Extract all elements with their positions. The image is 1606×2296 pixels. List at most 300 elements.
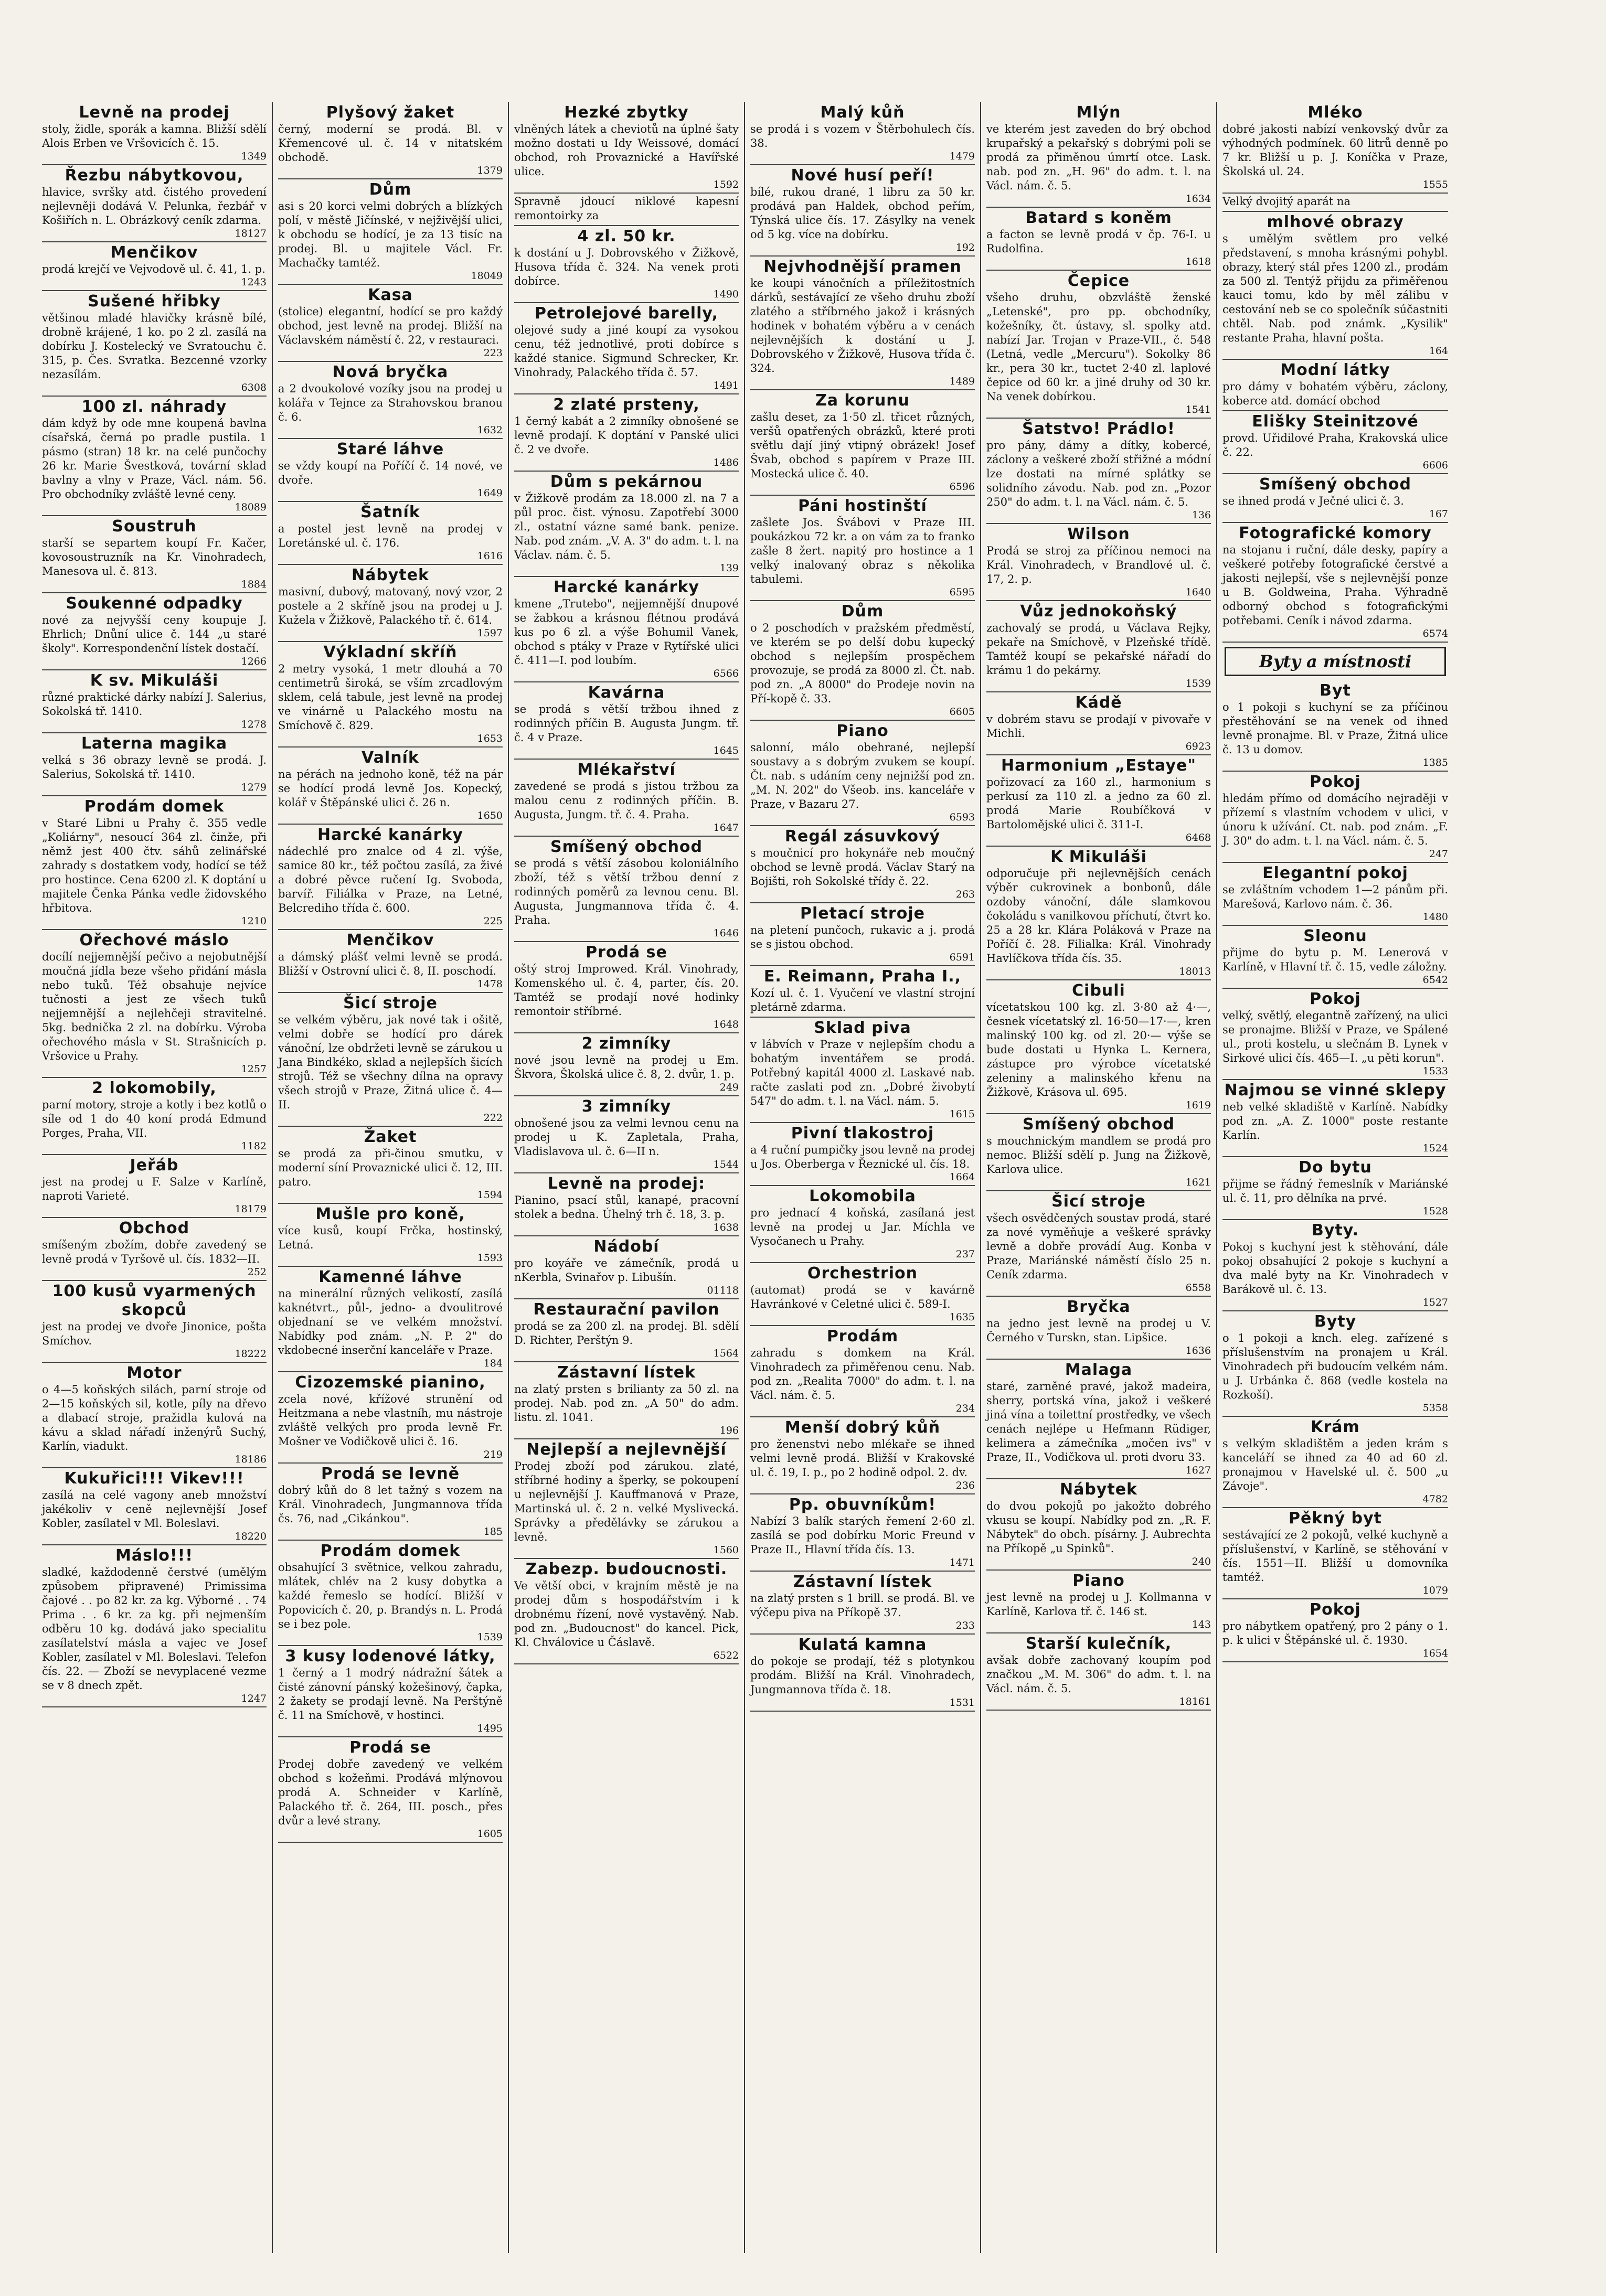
ad-body: pro ženenstvi nebo mlékaře se ihned velmi levně prodá. Bližší v Krakovské ul. č. 19, I. p., po 2 hodině odpol. 2. dv. bbox=[750, 1438, 975, 1479]
ad-number: 1635 bbox=[949, 1311, 975, 1323]
classified-ad bbox=[278, 1204, 503, 1267]
ad-number: 1646 bbox=[713, 927, 739, 939]
ad-title: Smíšený obchod bbox=[1022, 1115, 1175, 1134]
ad-body: ke koupi vánočních a příležitostních dárků, sestávající ze všeho druhu zboží zlatého a stříbrného jakož i krásných hodinek v bohatém výběru a v cenách nejlevnějších k dostání u J. Dobrovského v Žižkově, Husova třída č. 324. bbox=[750, 277, 975, 375]
ad-number: 1479 bbox=[949, 151, 975, 162]
classified-ad bbox=[1222, 474, 1448, 523]
ad-title: Staré láhve bbox=[336, 440, 444, 458]
classified-ad bbox=[986, 601, 1211, 692]
ad-number: 236 bbox=[955, 1480, 975, 1491]
classified-ad bbox=[750, 1635, 975, 1712]
ad-body: 1 černý a 1 modrý nádražní šátek a čisté zánovní pánský kožešinový, čapka, 2 žakety se prodají levně. Na Perštýně č. 11 na Smíchově, v hostinci. bbox=[278, 1667, 503, 1722]
ad-title: Soustruh bbox=[112, 517, 197, 536]
ad-title: Mléko bbox=[1307, 103, 1363, 122]
ad-number: 6542 bbox=[1422, 974, 1448, 986]
ad-number: 1592 bbox=[713, 179, 739, 190]
ad-body: se ihned prodá v Ječné ulici č. 3. bbox=[1222, 495, 1404, 507]
classified-ad bbox=[750, 903, 975, 966]
ad-title: Menší dobrý kůň bbox=[784, 1418, 941, 1437]
ad-body: starší se separtem koupí Fr. Kačer, kovosoustruzník na Kr. Vinohradech, Manesova ul. č. 813. bbox=[42, 537, 267, 578]
classified-ad bbox=[986, 419, 1211, 524]
ad-number: 136 bbox=[1192, 509, 1211, 521]
ad-body: Prodej zboží pod zárukou. zlaté, stříbrné hodiny a šperky, se pokoupení u nejlevnější J. Kauffmanová v Praze, Martinská ul. č. 2 n. velké Myslivecká. Správky a předělávky se zárukou a levně. bbox=[514, 1460, 739, 1543]
classified-ad bbox=[1222, 523, 1448, 643]
classified-ad bbox=[514, 577, 739, 682]
ad-number: 1594 bbox=[477, 1189, 503, 1201]
ad-title: Pěkný byt bbox=[1288, 1509, 1382, 1528]
classified-ad bbox=[1222, 1157, 1448, 1220]
classified-ad bbox=[750, 1572, 975, 1635]
ad-body: Prodej dobře zavedený ve velkém obchod s kožeňmi. Prodává mlýnovou prodá A. Schneider v Karlíně, Palackého tř. č. 264, III. posch., přes dvůr a levé strany. bbox=[278, 1758, 503, 1827]
ad-body: (stolice) elegantní, hodící se pro každý obchod, jest levně na prodej. Bližší na Václavském náměstí č. 22, v restauraci. bbox=[278, 305, 503, 346]
ad-title: Motor bbox=[126, 1364, 182, 1382]
ad-body: nové za nejvyšší ceny koupuje J. Ehrlich; Dnůní ulice č. 144 „u staré školy". Korrespondenční lístek dostačí. bbox=[42, 614, 267, 655]
ad-body: (automat) prodá se v kavárně Havránkové v Celetné ulici č. 589-I. bbox=[750, 1284, 975, 1310]
classified-ad bbox=[1222, 772, 1448, 863]
ad-title: Sleonu bbox=[1303, 927, 1367, 945]
ad-number: 6522 bbox=[713, 1650, 739, 1661]
ad-number: 185 bbox=[483, 1526, 503, 1537]
classified-ad bbox=[42, 516, 267, 593]
ad-title: 4 zl. 50 kr. bbox=[577, 227, 676, 245]
ad-number: 249 bbox=[719, 1082, 739, 1093]
ad-body: zavedené se prodá s jistou tržbou za malou cenu z rodinných příčin. B. Augusta, Jungm. tř. č. 4. Praha. bbox=[514, 780, 739, 821]
classified-ad bbox=[514, 102, 739, 194]
classified-ad bbox=[42, 1468, 267, 1545]
classified-ad bbox=[42, 397, 267, 516]
classified-ad bbox=[514, 682, 739, 760]
classified-ad bbox=[986, 524, 1211, 601]
classified-ad bbox=[986, 1479, 1211, 1571]
ad-title: Smíšený obchod bbox=[550, 838, 703, 856]
ad-body: bílé, rukou drané, 1 libru za 50 kr. prodává pan Haldek, obchod peřím, Týnská ulice čís. 17. Zásylky na venek od 5 kg. více na dobírku. bbox=[750, 186, 975, 241]
ad-title: Čepice bbox=[1067, 272, 1130, 290]
ad-title: Prodá se bbox=[349, 1738, 431, 1757]
ad-number: 1649 bbox=[477, 487, 503, 499]
classified-ad bbox=[750, 1263, 975, 1326]
classified-ad bbox=[750, 1186, 975, 1263]
ad-number: 1495 bbox=[477, 1723, 503, 1734]
ad-title: Nové husí peří! bbox=[791, 166, 934, 185]
ad-number: 1527 bbox=[1422, 1297, 1448, 1308]
ad-number: 1884 bbox=[241, 579, 267, 590]
ad-body: na pérách na jednoho koně, též na pár se hodící prodá levně Jos. Kopecký, kolář v Štěpánské ulici č. 26 n. bbox=[278, 768, 503, 809]
classified-ad bbox=[986, 1191, 1211, 1297]
ad-body: dobrý kůň do 8 let tažný s vozem na Král. Vinohradech, Jungmannova třída čs. 76, nad „Cikánkou". bbox=[278, 1484, 503, 1525]
ad-number: 6308 bbox=[241, 382, 267, 393]
ad-column bbox=[745, 102, 981, 2253]
ad-title: Starší kulečník, bbox=[1025, 1635, 1172, 1653]
ad-number: 1664 bbox=[949, 1171, 975, 1183]
classified-ad bbox=[278, 747, 503, 825]
ad-body: vícetatskou 100 kg. zl. 3·80 až 4·—, česnek vícetatský zl. 16·50—17·—, kren malinský 100 kg. od zl. 20·— výše se bude dostati u Hynka L. Kernera, zástupce pro výrobce vícetatské zeleniny a malinského křenu na Žižkově, Krásova ul. 695. bbox=[986, 1001, 1211, 1098]
ad-number: 1634 bbox=[1185, 193, 1211, 205]
ad-number: 6595 bbox=[949, 586, 975, 598]
ad-body: většinou mladé hlavičky krásně bílé, drobně krájené, 1 ko. po 2 zl. zasílá na dobírku J. Kostelecký ve Svratouchu č. 315, p. Čes. Svratka. Bezcenné vzorky nezasílám. bbox=[42, 312, 267, 381]
ad-title: Zástavní lístek bbox=[793, 1573, 932, 1591]
classified-ad bbox=[514, 1096, 739, 1173]
ad-number: 1533 bbox=[1422, 1065, 1448, 1077]
classified-ad bbox=[986, 847, 1211, 980]
ad-body: jest na prodej ve dvoře Jinonice, pošta Smíchov. bbox=[42, 1320, 267, 1347]
ad-number: 263 bbox=[955, 889, 975, 900]
ad-body: pro jednací 4 koňská, zasílaná jest levně na prodej u Jar. Míchla ve Vysočanech u Prahy. bbox=[750, 1206, 975, 1247]
ad-number: 1490 bbox=[713, 289, 739, 300]
ad-title: Restaurační pavilon bbox=[533, 1300, 720, 1319]
ad-title: Šatník bbox=[360, 503, 420, 521]
ad-title: Prodám domek bbox=[320, 1542, 461, 1560]
ad-number: 6468 bbox=[1185, 832, 1211, 843]
ad-title: Šicí stroje bbox=[343, 994, 438, 1012]
classified-ad bbox=[1222, 989, 1448, 1080]
ad-body: černý, moderní se prodá. Bl. v Křemencové ul. č. 14 v nitatském obchodě. bbox=[278, 123, 503, 164]
classified-ad bbox=[42, 1155, 267, 1218]
ad-body: s mouchnickým mandlem se prodá pro nemoc. Bližší sdělí p. Jung na Žižkově, Karlova ulice. bbox=[986, 1135, 1211, 1176]
classified-ad bbox=[750, 601, 975, 721]
classified-ad bbox=[514, 1439, 739, 1559]
ad-body: všeho druhu, obzvláště ženské „Letenské", pro pp. obchodníky, kožešníky, čt. ústavy, sl. spolky atd. nabízí Jar. Trojan v Praze-VII., č. 548 (Letná, vedle „Mercuru"). Sokolky 86 kr., pera 30 kr., tuctet 2·40 zl. laplové čepice od 60 kr. a jiné druhy od 30 kr. Na venek dobírkou. bbox=[986, 291, 1211, 403]
ad-number: 1541 bbox=[1185, 404, 1211, 415]
classified-ad bbox=[1222, 1220, 1448, 1311]
ad-title: Modní látky bbox=[1280, 361, 1390, 379]
ad-title: Nová bryčka bbox=[332, 363, 449, 381]
classified-ad bbox=[986, 692, 1211, 755]
classified-ad bbox=[42, 593, 267, 670]
classified-ad bbox=[750, 1123, 975, 1186]
ad-title: Šicí stroje bbox=[1051, 1192, 1146, 1211]
ad-body: jest na prodej u F. Salze v Karlíně, naproti Varieté. bbox=[42, 1176, 267, 1202]
ad-body: pro koyáře ve zámečník, prodá u nKerbla, Svinařov p. Libušín. bbox=[514, 1257, 739, 1284]
classified-ad bbox=[986, 1297, 1211, 1360]
ad-number: 1243 bbox=[241, 276, 267, 288]
ad-title: Kavárna bbox=[588, 684, 665, 702]
ad-body: zachovalý se prodá, u Václava Rejky, pekaře na Smíchově, v Plzeňské třídě. Tamtéž koupí se pekařské nářadí do krámu 1 do pekárny. bbox=[986, 622, 1211, 677]
ad-body: ve kterém jest zaveden do brý obchod krupařský a pekařský s dobrými poli se prodá za přiměnou úmrtí otce. Lask. nab. pod zn. „H. 96" do adm. t. l. na Václ. nám. č. 5. bbox=[986, 123, 1211, 192]
ad-body: hledám přímo od domácího nejraději v přízemí s vlastním vchodem v ulici, v únoru k užívání. Ct. nab. pod znám. „F. J. 30" do adm. t. l. na Václ. nám. č. 5. bbox=[1222, 792, 1448, 847]
ad-body: s umělým světlem pro velké představení, s mnoha krásnými pohybl. obrazy, který stál přes 1200 zl., prodám za 500 zl. Tentýž přijdu za přiměřenou kauci tomu, kdo by měl zálibu v cestování neb se co společník súčastniti chtěl. Nab. pod známk. „Kysilik" restante Praha, hlavní pošta. bbox=[1222, 232, 1448, 344]
ad-title: Harcké kanárky bbox=[317, 826, 463, 844]
ad-body: s moučnicí pro hokynáře neb moučný obchod se levně prodá. Václav Starý na Bojišti, roh Sokolské třídy č. 22. bbox=[750, 847, 975, 888]
ad-number: 223 bbox=[483, 347, 503, 359]
ad-number: 247 bbox=[1429, 848, 1448, 860]
ad-title: Bryčka bbox=[1067, 1298, 1131, 1316]
classified-ad bbox=[750, 966, 975, 1018]
classified-ad bbox=[750, 1494, 975, 1572]
ad-title: Malaga bbox=[1065, 1361, 1133, 1379]
ad-number: 1619 bbox=[1185, 1099, 1211, 1111]
ad-body: Pokoj s kuchyní jest k stěhování, dále pokoj obsahující 2 pokoje s kuchyní a dva malé byty na Kr. Vinohradech v Barákově ul. č. 13. bbox=[1222, 1241, 1448, 1296]
classified-ad bbox=[42, 733, 267, 796]
ad-number: 1653 bbox=[477, 733, 503, 744]
ad-number: 1636 bbox=[1185, 1345, 1211, 1357]
ad-body: různé praktické dárky nabízí J. Salerius, Sokolská tř. 1410. bbox=[42, 691, 267, 718]
ad-number: 6566 bbox=[713, 668, 739, 679]
ad-number: 1379 bbox=[477, 165, 503, 176]
ad-number: 219 bbox=[483, 1449, 503, 1460]
ad-title: Byty. bbox=[1312, 1221, 1359, 1240]
classified-ad bbox=[986, 102, 1211, 208]
classified-ad bbox=[1222, 680, 1448, 772]
ad-body: velký, světlý, elegantně zařízený, na ulici se pronajme. Bližší v Praze, ve Spálené ul., proti kostelu, u slečnám B. Lynek v Sirkové ulici čís. 465—I. „u pěti korun". bbox=[1222, 1009, 1448, 1064]
ad-body: masivní, dubový, matovaný, nový vzor, 2 postele a 2 skříně jsou na prodej u J. Kužela v Žižkově, Palackého tř. č. 614. bbox=[278, 585, 503, 626]
ad-title: Pokoj bbox=[1310, 1600, 1361, 1619]
ad-body: na jedno jest levně na prodej u V. Černého v Turskn, stan. Lipšice. bbox=[986, 1317, 1211, 1344]
classified-ad bbox=[1222, 863, 1448, 926]
ad-body: smíšeným zbožím, dobře zavedený se levně prodá v Tyršově ul. čís. 1832—II. bbox=[42, 1238, 267, 1265]
classified-ad bbox=[42, 242, 267, 291]
ad-number: 1278 bbox=[241, 719, 267, 730]
ad-body: dobré jakosti nabízí venkovský dvůr za výhodných podmínek. 60 litrů denně po 7 kr. Bližší u p. J. Koníčka v Praze, Školská ul. 24. bbox=[1222, 123, 1448, 178]
ad-title: Cizozemské pianino, bbox=[295, 1373, 486, 1392]
ad-number: 1654 bbox=[1422, 1648, 1448, 1659]
ad-number: 6558 bbox=[1185, 1282, 1211, 1294]
ad-title: Kukuřici!!! Vikev!!! bbox=[64, 1469, 244, 1488]
ad-body: k dostání u J. Dobrovského v Žižkově, Husova třída č. 324. Na venek proti dobírce. bbox=[514, 247, 739, 287]
classified-ad bbox=[42, 291, 267, 397]
ad-body: o 2 poschodích v pražském předměstí, ve kterém se po delší dobu kupecký obchod s nejlepším prospěchem provozuje, se prodá za 8000 zl. Čt. nab. pod zn. „A 8000" do Prodeje novin na Pří-kopě č. 33. bbox=[750, 622, 975, 705]
ad-body: s velkým skladištěm a jeden krám s kanceláří se ihned za 40 ad 60 zl. pronajmou v Havelské ul. č. 500 „u Závoje". bbox=[1222, 1437, 1448, 1492]
newspaper-classifieds-page bbox=[37, 102, 1453, 2253]
ad-body: vlněných látek a cheviotů na úplné šaty možno dostati u Idy Weissové, domácí obchod, roh Provaznické a Havířské ulice. bbox=[514, 123, 739, 178]
ad-title: Najmou se vinné sklepy bbox=[1224, 1081, 1447, 1099]
ad-body: asi s 20 korci velmi dobrých a blízkých polí, v městě Jičínské, v nejživější ulici, k obchodu se hodící, je za 13 tisíc na prodej. Bl. u majitele Václ. Fr. Machačky tamtéž. bbox=[278, 200, 503, 269]
classified-ad bbox=[1222, 1080, 1448, 1157]
ad-title: Kádě bbox=[1075, 693, 1122, 712]
ad-title: Byt bbox=[1320, 681, 1351, 700]
ad-title: Levně na prodej: bbox=[547, 1174, 706, 1193]
ad-number: 01118 bbox=[707, 1285, 739, 1296]
ad-number: 6574 bbox=[1422, 628, 1448, 639]
ad-title: Výkladní skříň bbox=[323, 643, 458, 661]
ad-title: Obchod bbox=[119, 1219, 190, 1237]
ad-body: a facton se levně prodá v čp. 76-I. u Rudolfina. bbox=[986, 228, 1211, 255]
classified-ad bbox=[1222, 411, 1448, 474]
ad-number: 1266 bbox=[241, 656, 267, 667]
classified-ad bbox=[1222, 360, 1448, 411]
classified-ad bbox=[986, 1360, 1211, 1479]
ad-title: Orchestrion bbox=[807, 1264, 918, 1283]
ad-body: Nabízí 3 balík starých řemení 2·60 zl. zasílá se pod dobírku Moric Freund v Praze II., Hlavní třída čís. 13. bbox=[750, 1515, 975, 1556]
classified-ad bbox=[750, 721, 975, 826]
ad-number: 164 bbox=[1429, 345, 1448, 357]
ad-number: 18179 bbox=[235, 1203, 267, 1215]
ad-body: docílí nejjemnější pečivo a nejobutnější moučná jídla beze všeho přidání másla nebo tuků. Též obsahuje nejvíce tučnosti a jest ze všech tuků nejjemnější a nejlehčeji stravitelné. 5kg. bednička 2 zl. na dobírku. Výroba ořechového másla v St. Strašnicích p. Vršovice u Prahy. bbox=[42, 951, 267, 1062]
ad-number: 1528 bbox=[1422, 1205, 1448, 1217]
ad-number: 6591 bbox=[949, 952, 975, 963]
classified-ad bbox=[750, 1018, 975, 1123]
ad-body: parní motory, stroje a kotly i bez kotlů o síle od 1 do 40 koní prodá Edmund Porges, Praha, VII. bbox=[42, 1098, 267, 1139]
ad-body: nové jsou levně na prodej u Em. Škvora, Školská ulice č. 8, 2. dvůr, 1. p. bbox=[514, 1054, 739, 1081]
ad-title: Sklad piva bbox=[814, 1019, 911, 1037]
ad-body: a 2 dvoukolové vozíky jsou na prodej u kolářa v Tejnce za Strahovskou branou č. 6. bbox=[278, 382, 503, 423]
ad-title: Do bytu bbox=[1299, 1158, 1372, 1177]
classified-ad bbox=[42, 1218, 267, 1281]
ad-number: 6596 bbox=[949, 481, 975, 493]
ad-title: Nábytek bbox=[1059, 1480, 1138, 1499]
ad-number: 1648 bbox=[713, 1019, 739, 1030]
classified-ad bbox=[514, 394, 739, 472]
ad-number: 184 bbox=[483, 1358, 503, 1369]
ad-body: prodá se za 200 zl. na prodej. Bl. sdělí D. Richter, Perštýn 9. bbox=[514, 1320, 739, 1347]
ad-body: všech osvědčených soustav prodá, staré za nové vyměňuje a veškeré správky levně a dobře provádí Aug. Konba v Praze, Mariánské náměstí číslo 25 n. Ceník zdarma. bbox=[986, 1212, 1211, 1281]
classified-ad bbox=[986, 1633, 1211, 1711]
classified-ad bbox=[278, 825, 503, 930]
classified-ad bbox=[278, 102, 503, 179]
classified-ad bbox=[42, 1545, 267, 1707]
ad-title: Řezbu nábytkovou, bbox=[65, 166, 244, 185]
ad-title: Pokoj bbox=[1310, 990, 1361, 1008]
classified-ad bbox=[278, 179, 503, 285]
ad-number: 234 bbox=[955, 1403, 975, 1414]
ad-body: se prodá i s vozem v Štěrbohulech čís. 38. bbox=[750, 123, 975, 149]
ad-title: Laterna magika bbox=[81, 734, 228, 753]
ad-body: na zlatý prsten s 1 brill. se prodá. Bl. ve výčepu piva na Příkopě 37. bbox=[750, 1592, 975, 1619]
classified-ad bbox=[750, 165, 975, 257]
ad-title: Menčikov bbox=[110, 243, 198, 262]
ad-number: 1647 bbox=[713, 822, 739, 834]
classified-ad bbox=[750, 826, 975, 903]
ad-number: 225 bbox=[483, 915, 503, 927]
ad-body: Pianino, psací stůl, kanapé, pracovní stolek a bedna. Úhelný trh č. 18, 3. p. bbox=[514, 1194, 739, 1221]
ad-body: sestávající ze 2 pokojů, velké kuchyně a příslušenství, v Karlíně, se stěhování v čís. 1551—II. Bližší u domovníka tamtéž. bbox=[1222, 1529, 1448, 1584]
ad-body: stoly, židle, sporák a kamna. Bližší sdělí Alois Erben ve Vršovicích č. 15. bbox=[42, 123, 267, 149]
ad-title: Wilson bbox=[1067, 525, 1130, 543]
classified-ad bbox=[750, 1326, 975, 1417]
ad-body: v Staré Libni u Prahy č. 355 vedle „Koliárny", nesoucí 364 zl. činže, při němž jest 400 čtv. sáhů zelinářské zahrady s dostatkem vody, hodící se též pro hostince. Cena 6200 zl. K doptání u majitele Čenka Pánka vedle židovského hřbitova. bbox=[42, 817, 267, 914]
ad-body: na zlatý prsten s brilianty za 50 zl. na prodej. Nab. pod zn. „A 50" do adm. listu. zl. 1041. bbox=[514, 1383, 739, 1424]
ad-title: Harcké kanárky bbox=[554, 578, 699, 596]
ad-number: 1615 bbox=[949, 1108, 975, 1120]
ad-title: 3 zimníky bbox=[581, 1097, 672, 1116]
classified-ad bbox=[986, 755, 1211, 847]
ad-title: Šatstvo! Prádlo! bbox=[1022, 420, 1175, 438]
ad-number: 143 bbox=[1192, 1619, 1211, 1630]
ad-title: Sušené hřibky bbox=[88, 292, 221, 311]
ad-body: o 1 pokoji a knch. eleg. zařízené s příslušenstvím na pronajem u Král. Vinohradech při budoucím velkém nám. u J. Urbánka č. 868 (vedle kostela na Rozkoší). bbox=[1222, 1332, 1448, 1401]
classified-ad bbox=[278, 930, 503, 993]
ad-title: Pp. obuvníkům! bbox=[789, 1496, 937, 1514]
ad-number: 1555 bbox=[1422, 179, 1448, 190]
classified-ad bbox=[514, 1559, 739, 1664]
classified-ad bbox=[514, 1173, 739, 1236]
classified-ad bbox=[278, 502, 503, 565]
ad-title: Žaket bbox=[364, 1128, 417, 1146]
classified-ad bbox=[514, 1236, 739, 1299]
ad-title: Nejlepší a nejlevnější bbox=[526, 1440, 727, 1459]
classified-ad bbox=[1222, 1417, 1448, 1508]
classified-ad bbox=[278, 439, 503, 502]
ad-number: 1257 bbox=[241, 1063, 267, 1075]
ad-number: 139 bbox=[719, 562, 739, 574]
ad-title: Nádobí bbox=[593, 1237, 660, 1256]
ad-title: Piano bbox=[836, 722, 889, 740]
ad-title: Prodá se bbox=[586, 943, 667, 962]
ad-body: jest levně na prodej u J. Kollmanna v Karlíně, Karlova tř. č. 146 st. bbox=[986, 1591, 1211, 1618]
ad-number: 233 bbox=[955, 1620, 975, 1631]
ad-body: obsahující 3 světnice, velkou zahradu, mlátek, chlév na 2 kusy dobytka a každé řemeslo se hodící. Bližší v Popovicích č. 20, p. Brandýs n. L. Prodá se i bez pole. bbox=[278, 1561, 503, 1630]
classified-ad bbox=[986, 980, 1211, 1114]
ad-body: zasílá na celé vagony aneb množství jakékoliv v ceně nejlevnější Josef Kobler, zasílatel v Ml. Boleslavi. bbox=[42, 1489, 267, 1530]
ad-body: na pletení punčoch, rukavic a j. prodá se s jistou obchod. bbox=[750, 924, 975, 951]
ad-title: Piano bbox=[1072, 1572, 1125, 1590]
ad-number: 196 bbox=[719, 1425, 739, 1436]
classified-ad bbox=[514, 837, 739, 942]
ad-title: Prodá se levně bbox=[321, 1465, 460, 1483]
classified-ad bbox=[278, 1541, 503, 1646]
ad-title: Dům bbox=[841, 602, 884, 621]
ad-body: velká s 36 obrazy levně se prodá. J. Salerius, Sokolská tř. 1410. bbox=[42, 754, 267, 781]
ad-number: 1247 bbox=[241, 1693, 267, 1704]
ad-title: Nábytek bbox=[351, 566, 430, 584]
ad-number: 4782 bbox=[1422, 1493, 1448, 1505]
ad-body: nádechlé pro znalce od 4 zl. výše, samice 80 kr., též počtou zasílá, za živé a dobré pěvce ručení Ig. Svoboda, barvíř. Filiálka v Praze, na Letné, Belcrediho třída č. 600. bbox=[278, 845, 503, 914]
classified-ad bbox=[278, 362, 503, 439]
classified-ad bbox=[514, 1033, 739, 1096]
ad-title: Vůz jednokoňský bbox=[1020, 602, 1177, 621]
ad-title: Zabezp. budoucnosti. bbox=[525, 1560, 728, 1578]
classified-ad bbox=[514, 1362, 739, 1439]
ad-number: 1349 bbox=[241, 151, 267, 162]
ad-title: Krám bbox=[1311, 1418, 1360, 1436]
ad-number: 6606 bbox=[1422, 460, 1448, 471]
ad-body: a dámský plášť velmi levně se prodá. Bližší v Ostrovní ulici č. 8, II. poschodí. bbox=[278, 951, 503, 977]
ad-number: 237 bbox=[955, 1248, 975, 1260]
classified-ad bbox=[42, 1363, 267, 1468]
classified-ad bbox=[750, 390, 975, 496]
ad-body: pořizovací za 160 zl., harmonium s perkusí za 110 zl. a jedno za 60 zl. prodá Marie Roubíčková v Bartolomějské ulici č. 311-I. bbox=[986, 776, 1211, 831]
ad-body: se prodá s větší tržbou ihned z rodinných příčin B. Augusta Jungm. tř. č. 4 v Praze. bbox=[514, 703, 739, 744]
ad-title: Kamenné láhve bbox=[318, 1268, 462, 1286]
ad-title: Soukenné odpadky bbox=[66, 594, 243, 613]
ad-title: Ořechové máslo bbox=[79, 931, 229, 949]
ad-body: v Žižkově prodám za 18.000 zl. na 7 a půl proc. čist. výnosu. Zapotřebí 3000 zl., ostatní vázne samé bank. penize. Nab. pod znám. „V. A. 3" do adm. t. l. na Václav. nám. č. 5. bbox=[514, 492, 739, 561]
ad-body: 2 metry vysoká, 1 metr dlouhá a 70 centimetrů široká, se vším zrcadlovým sklem, celá tabule, jest levně na prodej ve vinárně u Palackého mostu na Smíchově č. 829. bbox=[278, 663, 503, 732]
ad-body: oštý stroj Improwed. Král. Vinohrady, Komenského ul. č. 4, parter, čís. 20. Tamtéž se prodají nové hodinky remontoir stříbrné. bbox=[514, 963, 739, 1018]
classified-ad bbox=[750, 257, 975, 390]
ad-title: Pletací stroje bbox=[800, 904, 925, 923]
ad-title: Kasa bbox=[368, 286, 413, 304]
ad-title: Nejvhodnější pramen bbox=[763, 258, 962, 276]
ad-title: Plyšový žaket bbox=[326, 103, 455, 122]
ad-body: se velkém výběru, jak nové tak i ošitě, velmi dobře se hodící pro dárek vánoční, lze obdržeti levně se zárukou u Jana Bindkéko, sklad a nejlepších šicích strojů. Též se všechny dílna na opravy všech strojů v Praze, Žitná ulice č. 4—II. bbox=[278, 1013, 503, 1111]
ad-body: Velký dvojitý aparát na bbox=[1222, 195, 1351, 208]
ad-body: se zvláštním vchodem 1—2 pánům při. Marešová, Karlovo nám. č. 36. bbox=[1222, 883, 1448, 910]
classified-ad bbox=[278, 1646, 503, 1737]
ad-number: 18186 bbox=[235, 1454, 267, 1465]
ad-number: 6593 bbox=[949, 811, 975, 823]
classified-ad bbox=[514, 1299, 739, 1362]
ad-body: o 4—5 koňských silách, parní stroje od 2—15 koňských sil, kotle, píly na dřevo a dlabací stroje, pražidla kulová na kávu a sklad nářadí inženýrů Suchý, Karlín, viadukt. bbox=[42, 1383, 267, 1453]
classified-ad bbox=[42, 102, 267, 165]
classified-ad bbox=[1222, 1599, 1448, 1662]
ad-body: do pokoje se prodají, též s plotynkou prodám. Bližší na Král. Vinohradech, Jungmannova třída č. 18. bbox=[750, 1655, 975, 1696]
ad-title: Fotografické komory bbox=[1239, 524, 1432, 542]
ad-number: 1471 bbox=[949, 1557, 975, 1568]
ad-column bbox=[981, 102, 1217, 2253]
classified-ad bbox=[1222, 1311, 1448, 1417]
classified-ad bbox=[1222, 926, 1448, 989]
ad-body: sladké, každodenně čerstvé (umělým způsobem připravené) Primissima čajové . . po 82 kr. za kg. Výborné . . 74 Prima . . 6 kr. za kg. při nejmenším odběru 10 kg. dodává jako specialitu zasílatelství másla a vajec ve Josef Kobler, zasílatel v Ml. Boleslavi. Telefon čís. 22. — Zboží se nevyplacené vezme se v 8 dnech zpět. bbox=[42, 1566, 267, 1692]
classified-ad bbox=[278, 1464, 503, 1541]
ad-title: Dům bbox=[369, 180, 412, 199]
classified-ad bbox=[514, 194, 739, 226]
ad-number: 1524 bbox=[1422, 1142, 1448, 1154]
ad-number: 1544 bbox=[713, 1159, 739, 1170]
ad-number: 1638 bbox=[713, 1222, 739, 1233]
ad-number: 1491 bbox=[713, 380, 739, 391]
ad-number: 1645 bbox=[713, 745, 739, 756]
ad-number: 1640 bbox=[1185, 586, 1211, 598]
